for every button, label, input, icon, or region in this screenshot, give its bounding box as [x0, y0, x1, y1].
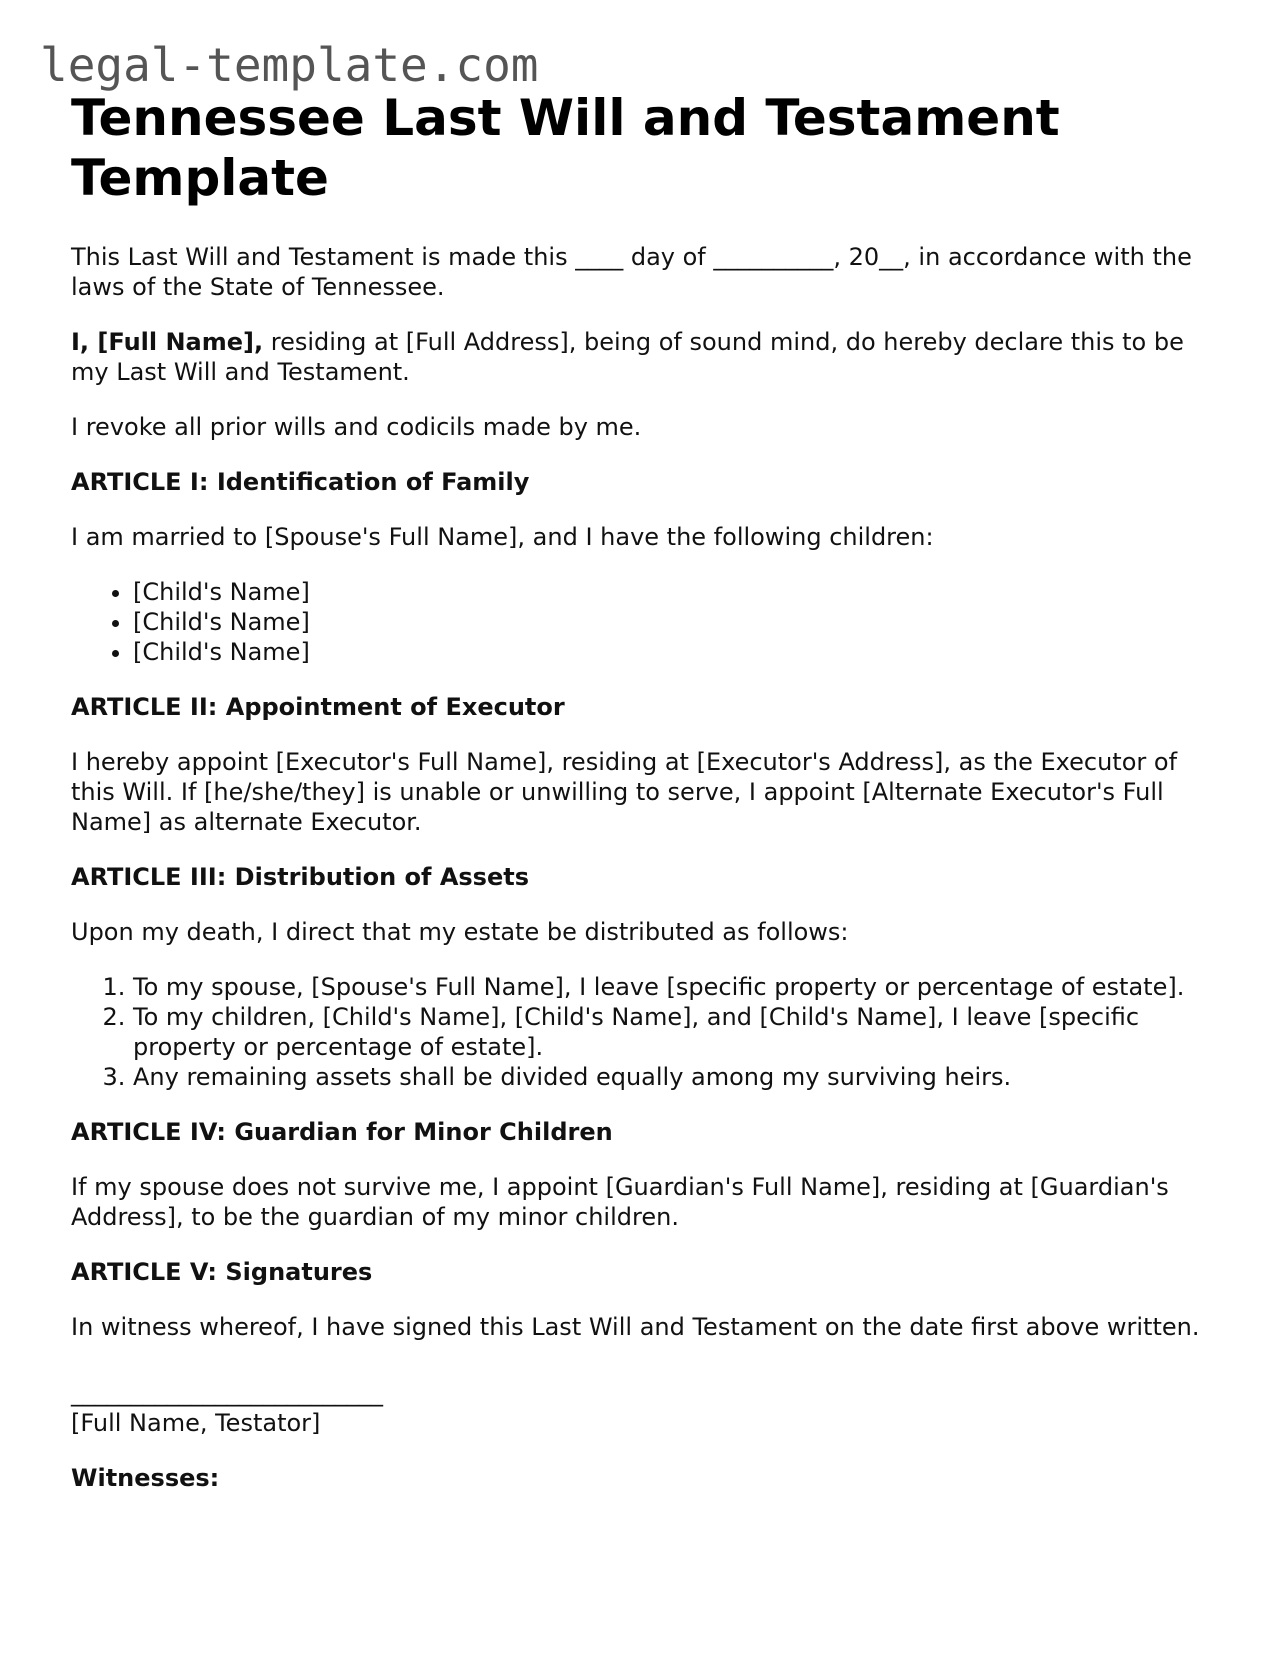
declaration-paragraph [71, 327, 1221, 387]
list-item: • [Child's Name] [133, 577, 1221, 607]
witnesses-heading: Witnesses: [71, 1464, 220, 1492]
article-1-text: I am married to [Spouse's Full Name], and I have the following children: [71, 523, 934, 551]
page-title: Tennessee Last Will and Testament Template [71, 89, 1060, 207]
document [71, 88, 1221, 1518]
signature-name: [Full Name, Testator] [71, 1409, 321, 1437]
revocation-paragraph: I revoke all prior wills and codicils made by me. [71, 413, 642, 441]
article-5-heading: ARTICLE V: Signatures [71, 1258, 373, 1286]
article-4-text: If my spouse does not survive me, I appoint [Guardian's Full Name], residing at [Guardian's Address], to be the guardian of my minor children. [71, 1173, 1169, 1231]
list-item: 3. Any remaining assets shall be divided equally among my surviving heirs. [133, 1062, 1221, 1092]
signature-line: __________________________ [71, 1379, 383, 1407]
article-1-heading: ARTICLE I: Identification of Family [71, 468, 530, 496]
declaration-lead: I, [Full Name], [71, 328, 264, 356]
distribution-list [71, 972, 1221, 1092]
list-item: • [Child's Name] [133, 637, 1221, 667]
article-4-heading: ARTICLE IV: Guardian for Minor Children [71, 1118, 613, 1146]
intro-paragraph: This Last Will and Testament is made this ____ day of __________, 20__, in accordance with the laws of the State of Tennessee. [71, 243, 1192, 301]
article-2-heading: ARTICLE II: Appointment of Executor [71, 693, 565, 721]
children-list [71, 577, 1221, 667]
list-item: • [Child's Name] [133, 607, 1221, 637]
article-2-text: I hereby appoint [Executor's Full Name], residing at [Executor's Address], as the Executor of this Will. If [he/she/they] is unable or unwilling to serve, I appoint [Alternate Executor's Full Name] as alternate Executor. [71, 748, 1178, 836]
article-3-heading: ARTICLE III: Distribution of Assets [71, 863, 530, 891]
list-item: 1. To my spouse, [Spouse's Full Name], I leave [specific property or percentage of estate]. [133, 972, 1221, 1002]
declaration-text: residing at [Full Address], being of sound mind, do hereby declare this to be my Last Will and Testament. [71, 328, 1184, 386]
article-5-text: In witness whereof, I have signed this Last Will and Testament on the date first above written. [71, 1313, 1200, 1341]
list-item: 2. To my children, [Child's Name], [Child's Name], and [Child's Name], I leave [specific property or percentage of estate]. [133, 1002, 1221, 1062]
article-3-text: Upon my death, I direct that my estate be distributed as follows: [71, 918, 849, 946]
watermark: legal-template.com [40, 38, 539, 92]
